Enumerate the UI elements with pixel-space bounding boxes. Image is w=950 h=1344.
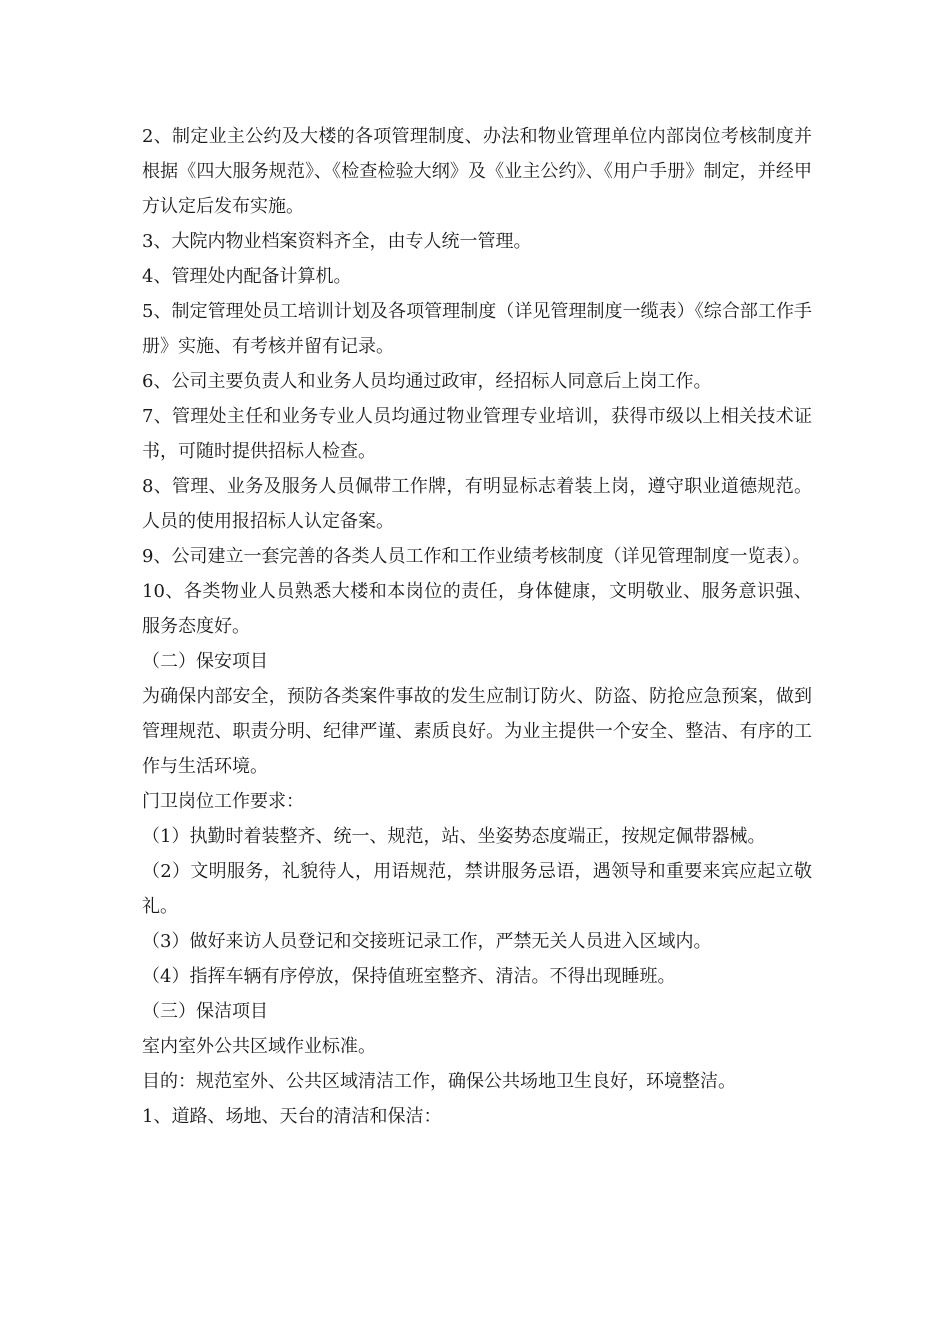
guard-requirement-1: （1）执勤时着装整齐、统一、规范，站、坐姿势态度端正，按规定佩带器械。 [142,826,766,847]
guard-requirement-2: （2）文明服务，礼貌待人，用语规范，禁讲服务忌语，遇领导和重要来宾应起立敬礼。 [142,861,812,917]
section-heading-cleaning: （三）保洁项目 [142,1001,268,1022]
cleaning-item-1: 1、道路、场地、天台的清洁和保洁： [142,1106,442,1127]
paragraph-item-2: 2、制定业主公约及大楼的各项管理制度、办法和物业管理单位内部岗位考核制度并根据《四大服务规范》、《检查检验大纲》及《业主公约》、《用户手册》制定，并经甲方认定后发布实施。 [142,126,812,217]
cleaning-purpose: 目的：规范室外、公共区域清洁工作，确保公共场地卫生良好，环境整洁。 [142,1071,736,1092]
paragraph-item-3: 3、大院内物业档案资料齐全，由专人统一管理。 [142,231,532,252]
guard-requirement-3: （3）做好来访人员登记和交接班记录工作，严禁无关人员进入区域内。 [142,931,712,952]
cleaning-standard: 室内室外公共区域作业标准。 [142,1036,376,1057]
paragraph-item-5: 5、制定管理处员工培训计划及各项管理制度（详见管理制度一缆表）《综合部工作手册》实施、有考核并留有记录。 [142,301,812,357]
paragraph-item-10: 10、各类物业人员熟悉大楼和本岗位的责任，身体健康，文明敬业、服务意识强、服务态度好。 [142,581,812,637]
paragraph-item-8: 8、管理、业务及服务人员佩带工作牌，有明显标志着装上岗，遵守职业道德规范。人员的使用报招标人认定备案。 [142,476,812,532]
guard-requirements-heading: 门卫岗位工作要求： [142,791,304,812]
guard-requirement-4: （4）指挥车辆有序停放，保持值班室整齐、清洁。不得出现睡班。 [142,966,676,987]
document-body [142,119,812,1134]
section-heading-security: （二）保安项目 [142,651,268,672]
paragraph-item-6: 6、公司主要负责人和业务人员均通过政审，经招标人同意后上岗工作。 [142,371,712,392]
paragraph-item-7: 7、管理处主任和业务专业人员均通过物业管理专业培训，获得市级以上相关技术证书，可随时提供招标人检查。 [142,406,812,462]
paragraph-item-9: 9、公司建立一套完善的各类人员工作和工作业绩考核制度（详见管理制度一览表）。 [142,546,811,567]
paragraph-item-4: 4、管理处内配备计算机。 [142,266,352,287]
security-intro: 为确保内部安全，预防各类案件事故的发生应制订防火、防盗、防抢应急预案，做到管理规范、职责分明、纪律严谨、素质良好。为业主提供一个安全、整洁、有序的工作与生活环境。 [142,686,812,777]
